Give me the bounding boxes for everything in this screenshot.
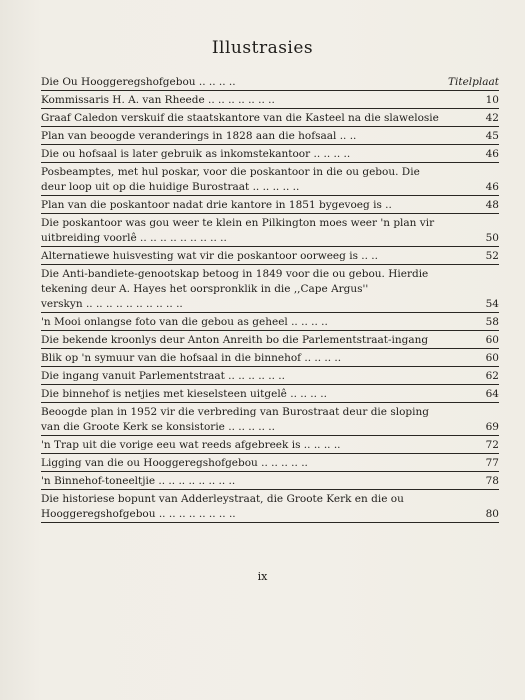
entry-page-number: 72: [485, 439, 499, 451]
entry-page-number: 62: [485, 370, 499, 382]
list-item: [41, 93, 499, 109]
list-item: [41, 333, 499, 349]
entry-caption: 'n Binnehof-toneeltjie .. .. .. .. .. .. .. ..: [41, 475, 236, 487]
entry-page-number: 78: [485, 475, 499, 487]
list-item: [41, 492, 499, 523]
entry-caption: Plan van beoogde veranderings in 1828 aan die hofsaal .. ..: [41, 130, 357, 142]
list-item: [41, 351, 499, 367]
entry-caption: Beoogde plan in 1952 vir die verbreding van Burostraat deur die sloping van die Groote Kerk se konsistorie .. .. .. .. ..: [41, 406, 429, 433]
list-item: [41, 387, 499, 403]
entry-caption: Ligging van die ou Hooggeregshofgebou .. .. .. .. ..: [41, 457, 308, 469]
list-item: [41, 75, 499, 91]
entry-page-number: 64: [485, 388, 499, 400]
entry-caption: Blik op 'n symuur van die hofsaal in die binnehof .. .. .. ..: [41, 352, 342, 364]
entry-caption: Die Ou Hooggeregshofgebou .. .. .. ..: [41, 76, 236, 88]
list-item: [41, 129, 499, 145]
entry-page-number: Titelplaat: [448, 76, 499, 88]
illustration-list: [41, 75, 499, 525]
entry-caption: Die ingang vanuit Parlementstraat .. .. .. .. .. ..: [41, 370, 285, 382]
list-item: [41, 369, 499, 385]
entry-page-number: 50: [485, 232, 499, 244]
list-item: [41, 456, 499, 472]
entry-caption: Die binnehof is netjies met kieselsteen uitgelê .. .. .. ..: [41, 388, 327, 400]
list-item: [41, 315, 499, 331]
entry-caption: Kommissaris H. A. van Rheede .. .. .. .. .. .. ..: [41, 94, 275, 106]
entry-caption: Plan van die poskantoor nadat drie kantore in 1851 bygevoeg is ..: [41, 199, 392, 211]
entry-caption: Posbeamptes, met hul poskar, voor die poskantoor in die ou gebou. Die deur loop uit op die huidige Burostraat .. .. .. .. ..: [41, 166, 420, 193]
page-number: ix: [257, 570, 268, 583]
list-item: [41, 198, 499, 214]
entry-caption: Die historiese bopunt van Adderleystraat, die Groote Kerk en die ou Hooggeregshofgebou .. .. .. .. .. .. .. ..: [41, 493, 404, 520]
entry-caption: Die poskantoor was gou weer te klein en Pilkington moes weer 'n plan vir uitbreiding voorlê .. .. .. .. .. .. .. .. ..: [41, 217, 435, 244]
entry-page-number: 69: [485, 421, 499, 433]
entry-page-number: 10: [485, 94, 499, 106]
entry-page-number: 60: [485, 334, 499, 346]
list-item: [41, 147, 499, 163]
entry-page-number: 77: [485, 457, 499, 469]
entry-caption: Graaf Caledon verskuif die staatskantore van die Kasteel na die slawelosie: [41, 112, 439, 124]
entry-page-number: 60: [485, 352, 499, 364]
entry-page-number: 52: [485, 250, 499, 262]
entry-page-number: 48: [485, 199, 499, 211]
list-item: [41, 165, 499, 196]
entry-caption: 'n Mooi onlangse foto van die gebou as geheel .. .. .. ..: [41, 316, 328, 328]
entry-caption: Die ou hofsaal is later gebruik as inkomstekantoor .. .. .. ..: [41, 148, 351, 160]
list-item: [41, 111, 499, 127]
list-item: [41, 267, 499, 313]
entry-page-number: 42: [485, 112, 499, 124]
list-item: [41, 474, 499, 490]
page-title: Illustrasies: [211, 38, 314, 58]
list-item: [41, 438, 499, 454]
entry-page-number: 46: [485, 148, 499, 160]
entry-caption: Die bekende kroonlys deur Anton Anreith bo die Parlementstraat-ingang: [41, 334, 429, 346]
list-item: [41, 216, 499, 247]
entry-page-number: 80: [485, 508, 499, 520]
list-item: [41, 249, 499, 265]
list-item: [41, 405, 499, 436]
entry-page-number: 45: [485, 130, 499, 142]
entry-page-number: 58: [485, 316, 499, 328]
entry-caption: Die Anti-bandiete-genootskap betoog in 1849 voor die ou gebou. Hierdie tekening deur A. Hayes het oorspronklik in die ,,Cape Argus'' verskyn .. .. .. .. .. .. .. .. .. ..: [41, 268, 429, 310]
entry-caption: Alternatiewe huisvesting wat vir die poskantoor oorweeg is .. ..: [41, 250, 378, 262]
entry-page-number: 54: [485, 298, 499, 310]
entry-caption: 'n Trap uit die vorige eeu wat reeds afgebreek is .. .. .. ..: [41, 439, 341, 451]
entry-page-number: 46: [485, 181, 499, 193]
